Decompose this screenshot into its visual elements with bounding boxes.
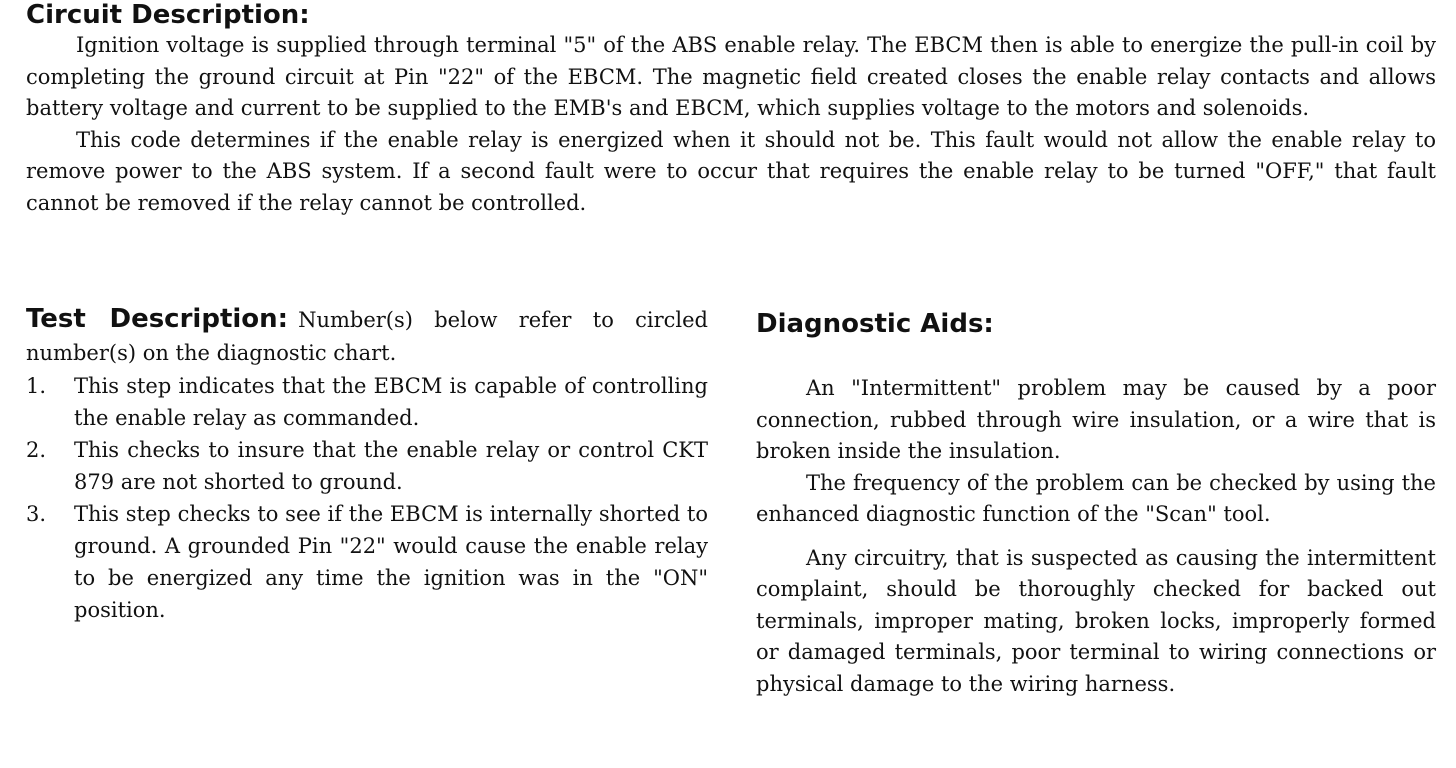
diagnostic-aids-heading: Diagnostic Aids:	[756, 309, 994, 339]
test-description-section	[26, 303, 708, 626]
diag-paragraph-1: An "Intermittent" problem may be caused by a poor connection, rubbed through wire insulation, or a wire that is broken inside the insulation.	[756, 376, 1436, 463]
step-number: 2.	[26, 438, 47, 462]
circuit-paragraph-1: Ignition voltage is supplied through terminal "5" of the ABS enable relay. The EBCM then is able to energize the pull-in coil by completing the ground circuit at Pin "22" of the EBCM. The magnetic field created closes the enable relay contacts and allows battery voltage and current to be supplied to the EMB's and EBCM, which supplies voltage to the motors and solenoids.	[26, 33, 1436, 120]
step-text: This step indicates that the EBCM is capable of controlling the enable relay as commanded.	[74, 374, 708, 430]
diag-paragraph-2: The frequency of the problem can be checked by using the enhanced diagnostic function of the "Scan" tool.	[756, 470, 1436, 526]
circuit-description-heading: Circuit Description:	[26, 0, 310, 30]
test-step-2	[26, 434, 708, 498]
step-number: 1.	[26, 374, 47, 398]
test-description-intro-text: Number(s) below refer to circled number(s) on the diagnostic chart.	[26, 308, 708, 365]
step-number: 3.	[26, 502, 47, 526]
step-text: This step checks to see if the EBCM is internally shorted to ground. A grounded Pin "22" would cause the enable relay to be energized any time the ignition was in the "ON" position.	[74, 502, 708, 622]
step-text: This checks to insure that the enable relay or control CKT 879 are not shorted to ground.	[74, 438, 708, 494]
diag-paragraph-3: Any circuitry, that is suspected as causing the intermittent complaint, should be thoroughly checked for backed out terminals, improper mating, broken locks, improperly formed or damaged terminals, poor terminal to wiring connections or physical damage to the wiring harness.	[756, 545, 1436, 696]
test-step-1	[26, 370, 708, 434]
test-description-intro	[26, 303, 708, 370]
diagnostic-aids-section	[756, 303, 1436, 700]
test-step-3	[26, 498, 708, 626]
test-description-heading: Test Description:	[26, 304, 289, 334]
circuit-paragraph-2: This code determines if the enable relay is energized when it should not be. This fault would not allow the enable relay to remove power to the ABS system. If a second fault were to occur that requires the enable relay to be turned "OFF," that fault cannot be removed if the relay cannot be controlled.	[26, 127, 1436, 215]
circuit-description-section	[26, 0, 1436, 219]
